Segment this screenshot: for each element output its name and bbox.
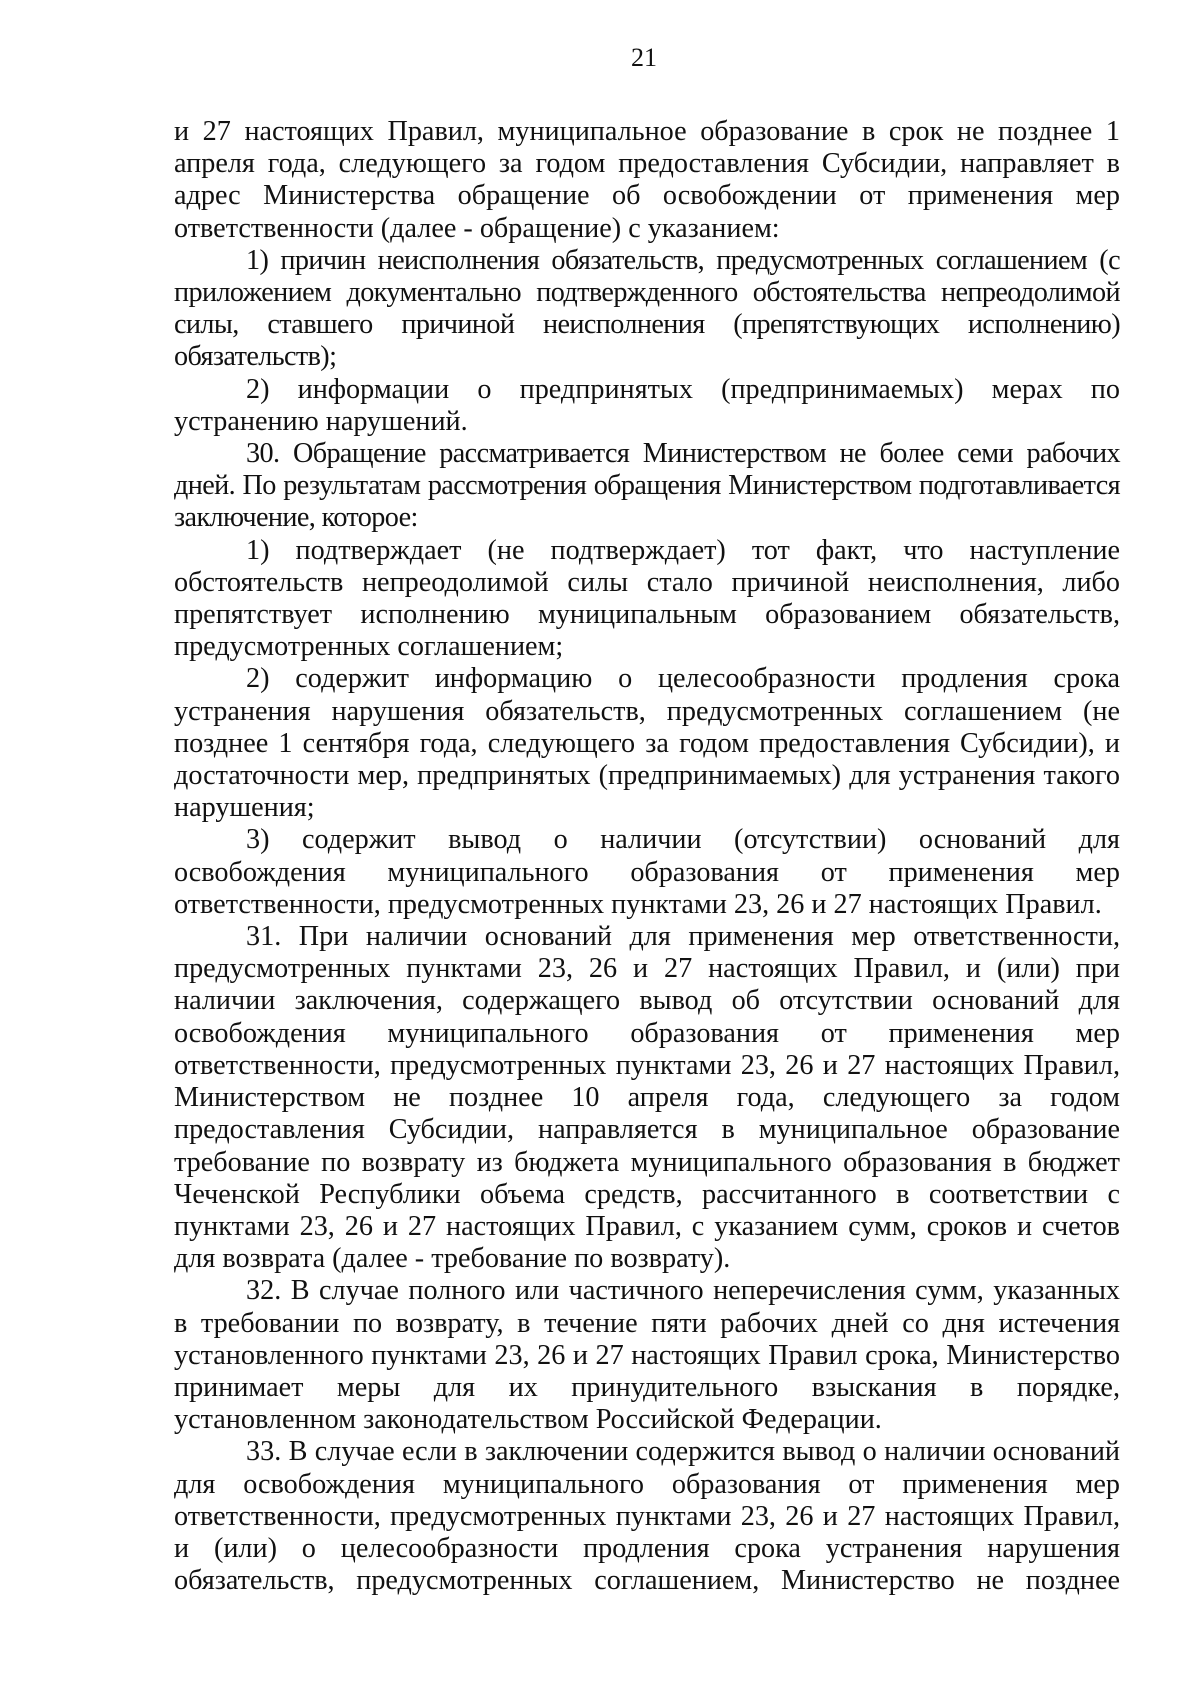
paragraph-32: 32. В случае полного или частичного неперечисления сумм, указанных в требовании по возврату, в течение пяти рабочих дней со дня истечения установленного пунктами 23, 26 и 27 настоящих Правил срока, Министерство принимает меры для их принудительного взыскания в порядке, установленном законодательством Российской Федерации. xyxy=(174,1275,1120,1436)
paragraph-33: 33. В случае если в заключении содержится вывод о наличии оснований для освобождения муниципального образования от применения мер ответственности, предусмотренных пунктами 23, 26 и 27 настоящих Правил, и (или) о целесообразности продления срока устранения нарушения обязательств, предусмотренных соглашением, Министерство не позднее xyxy=(174,1436,1120,1597)
paragraph-item-1-reasons: 1) причин неисполнения обязательств, предусмотренных соглашением (с приложением документально подтвержденного обстоятельства непреодолимой силы, ставшего причиной неисполнения (препятствующих исполнению) обязательств); xyxy=(174,244,1120,373)
document-body xyxy=(174,116,1120,1597)
paragraph-30-item-1: 1) подтверждает (не подтверждает) тот факт, что наступление обстоятельств непреодолимой силы стало причиной неисполнения, либо препятствует исполнению муниципальным образованием обязательств, предусмотренных соглашением; xyxy=(174,534,1120,663)
paragraph-30: 30. Обращение рассматривается Министерством не более семи рабочих дней. По результатам рассмотрения обращения Министерством подготавливается заключение, которое: xyxy=(174,438,1120,534)
paragraph-30-item-2: 2) содержит информацию о целесообразности продления срока устранения нарушения обязательств, предусмотренных соглашением (не позднее 1 сентября года, следующего за годом предоставления Субсидии), и достаточности мер, предпринятых (предпринимаемых) для устранения такого нарушения; xyxy=(174,663,1120,824)
paragraph-item-2-measures: 2) информации о предпринятых (предпринимаемых) мерах по устранению нарушений. xyxy=(174,373,1120,437)
paragraph-intro: и 27 настоящих Правил, муниципальное образование в срок не позднее 1 апреля года, следующего за годом предоставления Субсидии, направляет в адрес Министерства обращение об освобождении от применения мер ответственности (далее - обращение) с указанием: xyxy=(174,116,1120,244)
paragraph-30-item-3: 3) содержит вывод о наличии (отсутствии) оснований для освобождения муниципального образования от применения мер ответственности, предусмотренных пунктами 23, 26 и 27 настоящих Правил. xyxy=(174,824,1120,920)
page-number: 21 xyxy=(631,43,657,72)
paragraph-31: 31. При наличии оснований для применения мер ответственности, предусмотренных пунктами 23, 26 и 27 настоящих Правил, и (или) при наличии заключения, содержащего вывод об отсутствии оснований для освобождения муниципального образования от применения мер ответственности, предусмотренных пунктами 23, 26 и 27 настоящих Правил, Министерством не позднее 10 апреля года, следующего за годом предоставления Субсидии, направляется в муниципальное образование требование по возврату из бюджета муниципального образования в бюджет Чеченской Республики объема средств, рассчитанного в соответствии с пунктами 23, 26 и 27 настоящих Правил, с указанием сумм, сроков и счетов для возврата (далее - требование по возврату). xyxy=(174,921,1120,1275)
